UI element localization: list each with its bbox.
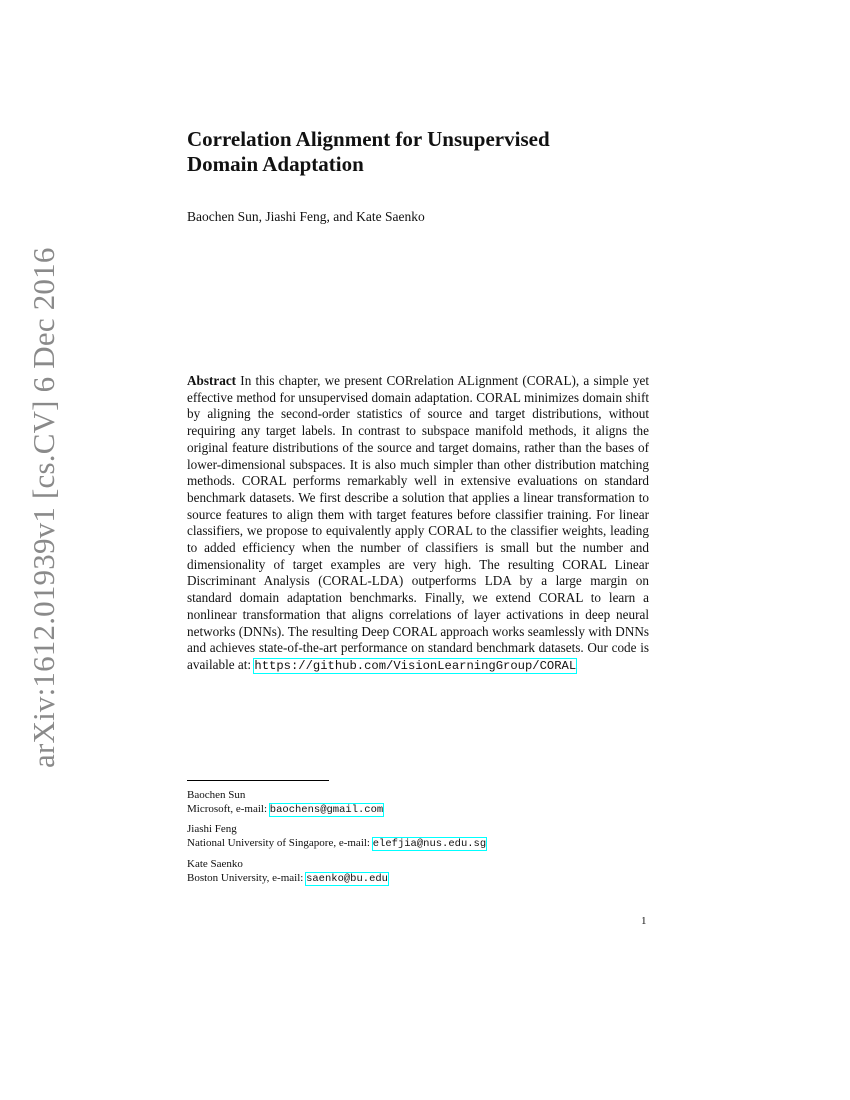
code-url-link[interactable]: https://github.com/VisionLearningGroup/CORAL bbox=[254, 658, 577, 673]
email-link[interactable]: saenko@bu.edu bbox=[306, 873, 388, 885]
email-link[interactable]: elefjia@nus.edu.sg bbox=[372, 838, 487, 850]
affiliation-kate-saenko bbox=[187, 857, 647, 886]
abstract-label: Abstract bbox=[187, 373, 237, 388]
abstract bbox=[187, 373, 649, 675]
affiliation-baochen-sun bbox=[187, 788, 647, 817]
page-number: 1 bbox=[641, 915, 647, 927]
arxiv-identifier-stamp: arXiv:1612.01939v1 [cs.CV] 6 Dec 2016 bbox=[26, 247, 61, 768]
paper-title-line-2: Domain Adaptation bbox=[187, 152, 364, 176]
affiliation-org: National University of Singapore, e-mail: bbox=[187, 837, 373, 849]
affiliation-name: Baochen Sun bbox=[187, 789, 246, 801]
affiliation-org: Boston University, e-mail: bbox=[187, 872, 307, 884]
abstract-text: In this chapter, we present CORrelation ALignment (CORAL), a simple yet effective method for unsupervised domain adaptation. CORAL minimizes domain shift by aligning the second-order statistics of source and target distributions, without requiring any target labels. In contrast to subspace manifold methods, it aligns the original feature distributions of the source and target domains, rather than the bases of lower-dimensional subspaces. It is also much simpler than other distribution matching methods. CORAL performs remarkably well in extensive evaluations on standard benchmark datasets. We first describe a solution that applies a linear transformation to source features to align them with target features before classifier training. For linear classifiers, we propose to equivalently apply CORAL to the classifier weights, leading to added efficiency when the number of classifiers is small but the number and dimensionality of target examples are very high. The resulting CORAL Linear Discriminant Analysis (CORAL-LDA) outperforms LDA by a large margin on standard domain adaptation benchmarks. Finally, we extend CORAL to learn a nonlinear transformation that aligns correlations of layer activations in deep neural networks (DNNs). The resulting Deep CORAL approach works seamlessly with DNNs and achieves state-of-the-art performance on standard benchmark datasets. Our code is available at: bbox=[187, 373, 649, 672]
affiliation-jiashi-feng bbox=[187, 822, 647, 851]
paper-title-line-1: Correlation Alignment for Unsupervised bbox=[187, 127, 550, 151]
paper-title bbox=[187, 127, 657, 177]
footnote-divider bbox=[187, 780, 329, 781]
author-list: Baochen Sun, Jiashi Feng, and Kate Saenko bbox=[187, 209, 425, 224]
email-link[interactable]: baochens@gmail.com bbox=[269, 804, 384, 816]
affiliation-name: Jiashi Feng bbox=[187, 823, 237, 835]
affiliation-name: Kate Saenko bbox=[187, 858, 243, 870]
affiliation-org: Microsoft, e-mail: bbox=[187, 803, 270, 815]
